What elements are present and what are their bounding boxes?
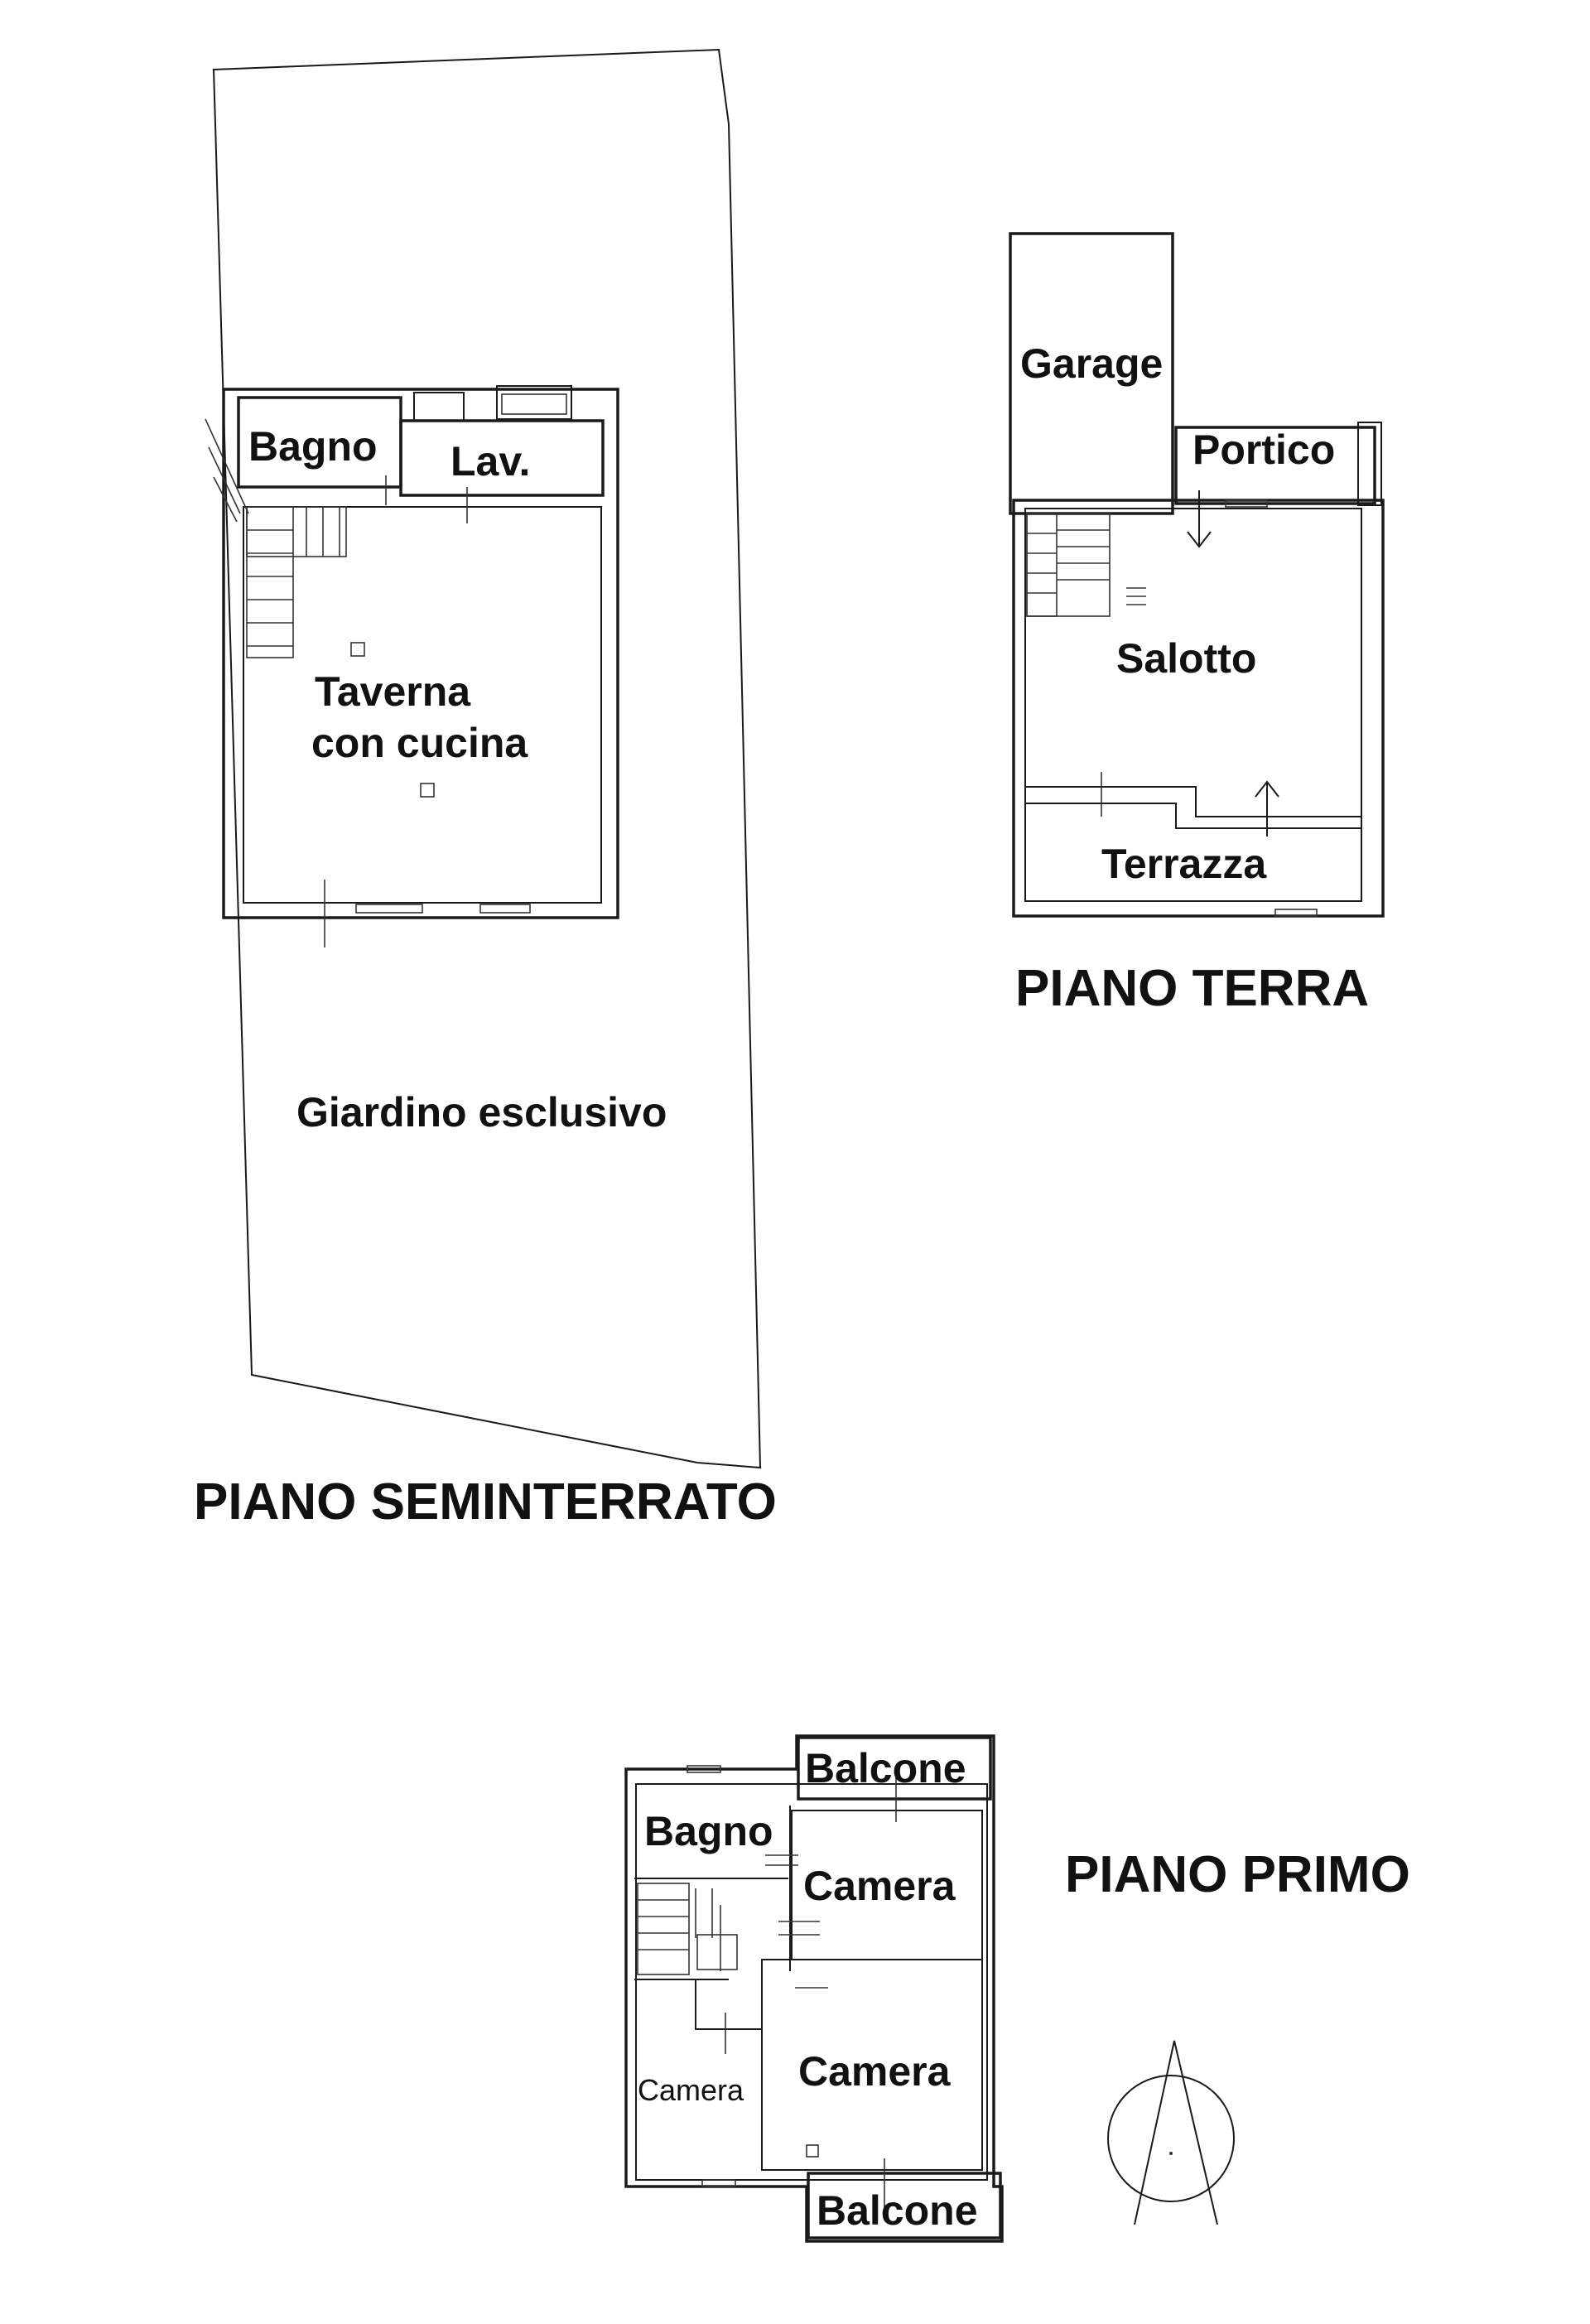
portico-label: Portico <box>1192 427 1336 473</box>
ground-floor-title: PIANO TERRA <box>1015 960 1370 1017</box>
entrance-arrow-icon <box>1188 490 1211 547</box>
first-floor-bagno-label: Bagno <box>644 1808 773 1854</box>
ground-floor-stairs <box>1027 513 1146 616</box>
first-floor-title: PIANO PRIMO <box>1065 1846 1410 1903</box>
camera-upper-label: Camera <box>803 1863 956 1909</box>
basement-stairs <box>247 507 346 658</box>
basement-floor-title: PIANO SEMINTERRATO <box>194 1473 777 1531</box>
north-arrow-icon <box>1108 2041 1234 2225</box>
balcone-top-label: Balcone <box>805 1745 966 1791</box>
garage-label: Garage <box>1020 340 1164 387</box>
camera-small-label: Camera <box>638 2073 744 2107</box>
first-floor-stairs <box>638 1883 737 1974</box>
camera-lower-label: Camera <box>798 2048 951 2095</box>
basement-lav-label: Lav. <box>450 438 531 485</box>
terrazza-label: Terrazza <box>1101 841 1267 887</box>
taverna-label-line1: Taverna <box>315 668 471 715</box>
salotto-label: Salotto <box>1116 635 1257 682</box>
basement-bagno-label: Bagno <box>248 423 378 470</box>
giardino-label: Giardino esclusivo <box>296 1089 667 1135</box>
ground-floor-plan <box>1010 234 1383 916</box>
taverna-label-line2: con cucina <box>311 720 528 766</box>
balcone-bottom-label: Balcone <box>817 2187 978 2234</box>
